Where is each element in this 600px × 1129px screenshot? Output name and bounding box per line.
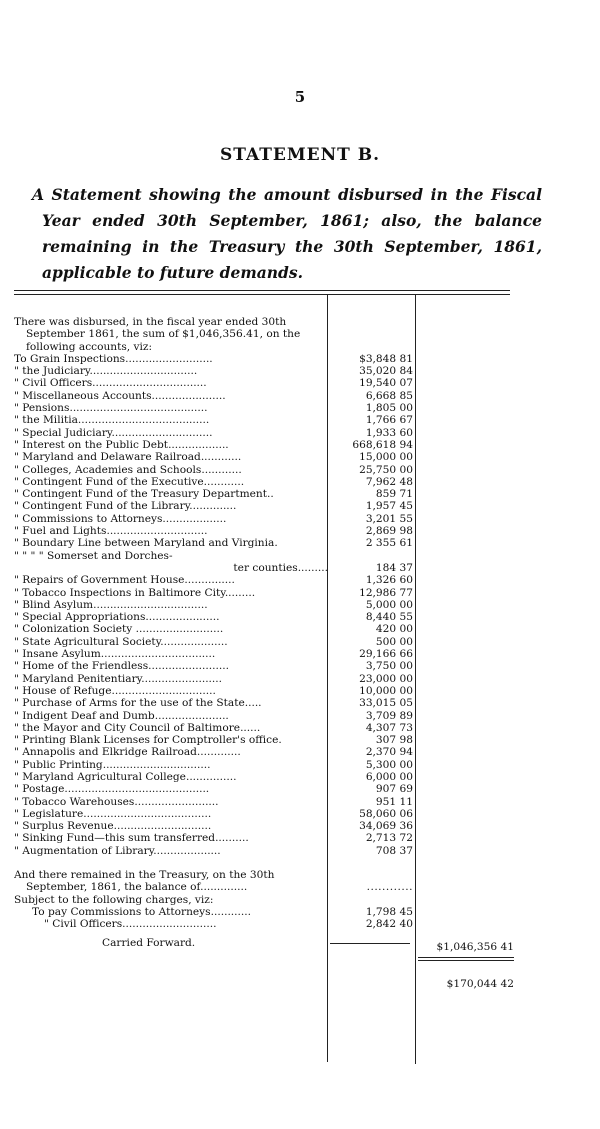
account-amount: 34,069 36 bbox=[359, 820, 413, 833]
account-amount: 5,300 00 bbox=[365, 758, 413, 771]
account-amount: 1,933 60 bbox=[365, 426, 413, 439]
amount-column bbox=[330, 316, 416, 931]
account-label: " Miscellaneous Accounts...................... bbox=[14, 389, 226, 402]
carried-forward: Carried Forward. bbox=[102, 936, 196, 949]
account-label: " " " " Somerset and Dorches- bbox=[14, 549, 173, 562]
account-label: " Civil Officers.................................. bbox=[14, 377, 207, 390]
account-label: " House of Refuge............................... bbox=[14, 684, 216, 697]
account-amount: 2,869 98 bbox=[365, 525, 413, 538]
account-amount: 420 00 bbox=[375, 623, 413, 636]
account-label: " Legislature...................................... bbox=[14, 807, 212, 820]
subtotal-rule bbox=[330, 943, 410, 944]
intro-line: There was disbursed, in the fiscal year ended 30th bbox=[14, 316, 287, 328]
account-amount: 3,201 55 bbox=[365, 512, 413, 525]
account-amount: 35,020 84 bbox=[359, 365, 413, 378]
account-label: " Maryland Agricultural College............... bbox=[14, 770, 237, 783]
account-label: " Special Judiciary.............................. bbox=[14, 426, 213, 439]
charge-label: " Civil Officers............................ bbox=[44, 918, 217, 931]
account-amount: 184 37 bbox=[375, 561, 413, 574]
account-amount: 307 98 bbox=[375, 734, 413, 747]
account-amount: 23,000 00 bbox=[359, 672, 413, 685]
account-label: " Annapolis and Elkridge Railroad............. bbox=[14, 746, 241, 759]
account-amount: $3,848 81 bbox=[359, 352, 413, 365]
account-label: " Public Printing................................ bbox=[14, 758, 211, 771]
account-amount: 1,326 60 bbox=[365, 574, 413, 587]
remaining-leaders: ............ bbox=[366, 881, 413, 894]
account-amount: 15,000 00 bbox=[359, 451, 413, 464]
account-amount: 2 355 61 bbox=[365, 537, 413, 550]
account-label: " Fuel and Lights.............................. bbox=[14, 525, 208, 538]
account-label: " Augmentation of Library.................... bbox=[14, 844, 221, 857]
account-label: " Tobacco Warehouses......................... bbox=[14, 795, 219, 808]
top-rule bbox=[14, 290, 510, 291]
account-label: " Insane Asylum.................................. bbox=[14, 648, 216, 661]
remaining-line: Subject to the following charges, viz: bbox=[14, 893, 214, 906]
account-amount: 1,957 45 bbox=[365, 500, 413, 513]
account-amount: 951 11 bbox=[375, 795, 413, 808]
account-amount: 4,307 73 bbox=[365, 721, 413, 734]
account-label: " State Agricultural Society.................... bbox=[14, 635, 228, 648]
account-label: " Contingent Fund of the Library.............. bbox=[14, 500, 237, 513]
account-label: " Blind Asylum.................................. bbox=[14, 598, 208, 611]
total-rule bbox=[418, 957, 514, 958]
account-label: " Special Appropriations...................... bbox=[14, 611, 220, 624]
account-label: " Interest on the Public Debt.................. bbox=[14, 438, 229, 451]
account-label: " Maryland Penitentiary........................ bbox=[14, 672, 223, 685]
charge-label: To pay Commissions to Attorneys............ bbox=[32, 905, 252, 918]
account-amount: 3,750 00 bbox=[365, 660, 413, 673]
account-label: " Colonization Society .......................... bbox=[14, 623, 224, 636]
account-amount: 33,015 05 bbox=[359, 697, 413, 710]
account-amount: 25,750 00 bbox=[359, 463, 413, 476]
account-label: " Pensions......................................... bbox=[14, 402, 208, 415]
account-amount: 6,000 00 bbox=[365, 770, 413, 783]
account-label: To Grain Inspections.......................... bbox=[14, 352, 213, 365]
account-label: " Home of the Friendless........................ bbox=[14, 660, 229, 673]
charge-amount: 2,842 40 bbox=[365, 918, 413, 931]
account-label: " Maryland and Delaware Railroad............ bbox=[14, 451, 242, 464]
statement-title: STATEMENT B. bbox=[219, 145, 381, 165]
account-label: " Repairs of Government House............... bbox=[14, 574, 235, 587]
balance-amount: $170,044 42 bbox=[446, 978, 514, 990]
account-amount: 12,986 77 bbox=[359, 586, 413, 599]
account-label: " Sinking Fund—this sum transferred.......... bbox=[14, 832, 249, 845]
account-amount: 859 71 bbox=[375, 488, 413, 501]
account-amount: 6,668 85 bbox=[365, 389, 413, 402]
account-label: " the Mayor and City Council of Baltimore...... bbox=[14, 721, 261, 734]
remaining-line: September, 1861, the balance of.............. bbox=[26, 881, 248, 894]
account-amount: 3,709 89 bbox=[365, 709, 413, 722]
account-amount: 2,713 72 bbox=[365, 832, 413, 845]
account-amount: 2,370 94 bbox=[365, 746, 413, 759]
intro-line: September 1861, the sum of $1,046,356.41, on the bbox=[26, 328, 301, 341]
account-label: " Commissions to Attorneys................... bbox=[14, 512, 227, 525]
remaining-line: And there remained in the Treasury, on the 30th bbox=[14, 869, 275, 882]
account-amount: 58,060 06 bbox=[359, 807, 413, 820]
account-amount: 10,000 00 bbox=[359, 684, 413, 697]
account-amount: 1,766 67 bbox=[365, 414, 413, 427]
total-disbursed: $1,046,356 41 bbox=[436, 941, 514, 953]
account-amount: 668,618 94 bbox=[352, 438, 413, 451]
account-label: " Tobacco Inspections in Baltimore City......... bbox=[14, 586, 256, 599]
account-label: " the Judiciary................................ bbox=[14, 365, 198, 378]
account-amount: 708 37 bbox=[375, 844, 413, 857]
account-label: " Boundary Line between Maryland and Virginia. bbox=[14, 537, 278, 550]
description-column bbox=[14, 316, 328, 949]
total-rule-double bbox=[418, 960, 514, 961]
account-label: " the Militia....................................... bbox=[14, 414, 210, 427]
account-label: " Surplus Revenue............................. bbox=[14, 820, 212, 833]
account-label: " Contingent Fund of the Executive............ bbox=[14, 475, 245, 488]
account-amount bbox=[330, 550, 416, 562]
page-number: 5 bbox=[294, 88, 306, 106]
account-label: " Contingent Fund of the Treasury Department.. bbox=[14, 488, 274, 501]
account-amount: 19,540 07 bbox=[359, 377, 413, 390]
account-label: ter counties......... bbox=[233, 561, 328, 574]
top-rule-double bbox=[14, 294, 510, 295]
account-amount: 7,962 48 bbox=[365, 475, 413, 488]
account-amount: 907 69 bbox=[375, 783, 413, 796]
account-amount: 500 00 bbox=[375, 635, 413, 648]
account-amount: 5,000 00 bbox=[365, 598, 413, 611]
account-label: " Printing Blank Licenses for Comptroller's office. bbox=[14, 734, 282, 747]
account-label: " Purchase of Arms for the use of the State..... bbox=[14, 697, 262, 710]
account-label: " Postage........................................... bbox=[14, 783, 210, 796]
account-amount: 1,805 00 bbox=[365, 402, 413, 415]
intro-line: following accounts, viz: bbox=[26, 340, 153, 353]
account-label: " Colleges, Academies and Schools............ bbox=[14, 463, 242, 476]
account-amount: 29,166 66 bbox=[359, 648, 413, 661]
statement-heading: A Statement showing the amount disbursed in the Fiscal Year ended 30th September, 1861; also, the balance remaining in the Treasury the 30th September, 1861, applicable to future demands. bbox=[32, 185, 542, 282]
account-label: " Indigent Deaf and Dumb...................... bbox=[14, 709, 229, 722]
charge-amount: 1,798 45 bbox=[365, 905, 413, 918]
account-amount: 8,440 55 bbox=[365, 611, 413, 624]
